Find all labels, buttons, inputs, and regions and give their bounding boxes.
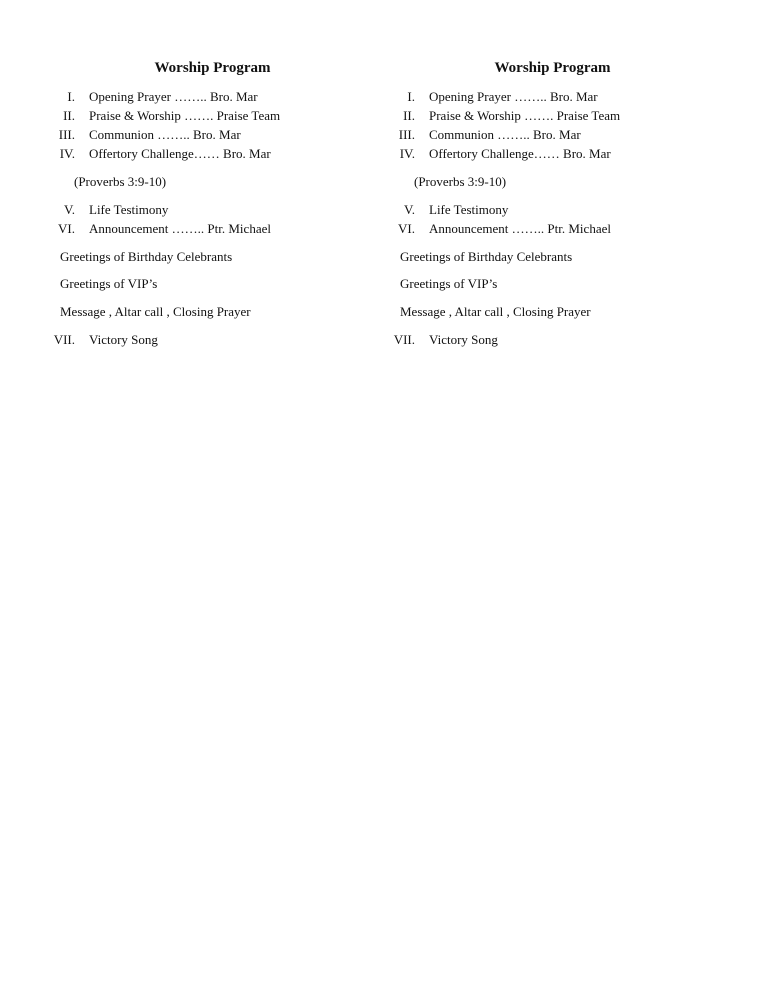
item-number: II. [63,108,75,123]
item-number: III. [398,127,415,142]
item-text: Opening Prayer …….. Bro. Mar [429,89,598,104]
item-text: Communion …….. Bro. Mar [89,127,241,142]
greetings-birthday: Greetings of Birthday Celebrants [400,249,573,264]
item-number: III. [58,127,75,142]
program-item-communion [40,126,241,144]
item-number: VII. [393,332,415,347]
program-title: Worship Program [154,60,271,76]
scripture-reference: (Proverbs 3:9-10) [414,174,507,189]
program-title: Worship Program [494,60,611,76]
item-number: V. [404,202,415,217]
item-text: Announcement …….. Ptr. Michael [89,221,271,236]
item-text: Life Testimony [89,202,169,217]
greetings-birthday: Greetings of Birthday Celebrants [60,249,233,264]
item-text: Life Testimony [429,202,509,217]
item-text: Praise & Worship ……. Praise Team [429,108,621,123]
item-number: V. [64,202,75,217]
program-item-offertory [40,145,271,163]
item-text: Victory Song [429,332,498,347]
greetings-vip: Greetings of VIP’s [60,276,158,291]
item-number: I. [67,89,75,104]
item-text: Offertory Challenge…… Bro. Mar [89,146,271,161]
item-number: IV. [399,146,415,161]
greetings-vip: Greetings of VIP’s [400,276,498,291]
program-item-opening-prayer [40,88,258,106]
item-number: VII. [53,332,75,347]
item-number: II. [403,108,415,123]
program-item-offertory [380,145,611,163]
item-number: I. [407,89,415,104]
program-item-announcement [40,220,271,238]
message-line: Message , Altar call , Closing Prayer [400,304,591,319]
program-item-victory-song [380,331,498,349]
program-item-praise-worship [40,107,280,125]
item-text: Praise & Worship ……. Praise Team [89,108,281,123]
item-text: Victory Song [89,332,158,347]
scripture-reference: (Proverbs 3:9-10) [74,174,167,189]
program-item-opening-prayer [380,88,598,106]
item-number: IV. [59,146,75,161]
item-text: Offertory Challenge…… Bro. Mar [429,146,611,161]
program-item-announcement [380,220,611,238]
item-text: Opening Prayer …….. Bro. Mar [89,89,258,104]
program-item-communion [380,126,581,144]
item-number: VI. [58,221,75,236]
item-number: VI. [398,221,415,236]
program-item-praise-worship [380,107,620,125]
item-text: Communion …….. Bro. Mar [429,127,581,142]
program-item-victory-song [40,331,158,349]
program-item-life-testimony [40,201,168,219]
message-line: Message , Altar call , Closing Prayer [60,304,251,319]
program-item-life-testimony [380,201,508,219]
item-text: Announcement …….. Ptr. Michael [429,221,611,236]
